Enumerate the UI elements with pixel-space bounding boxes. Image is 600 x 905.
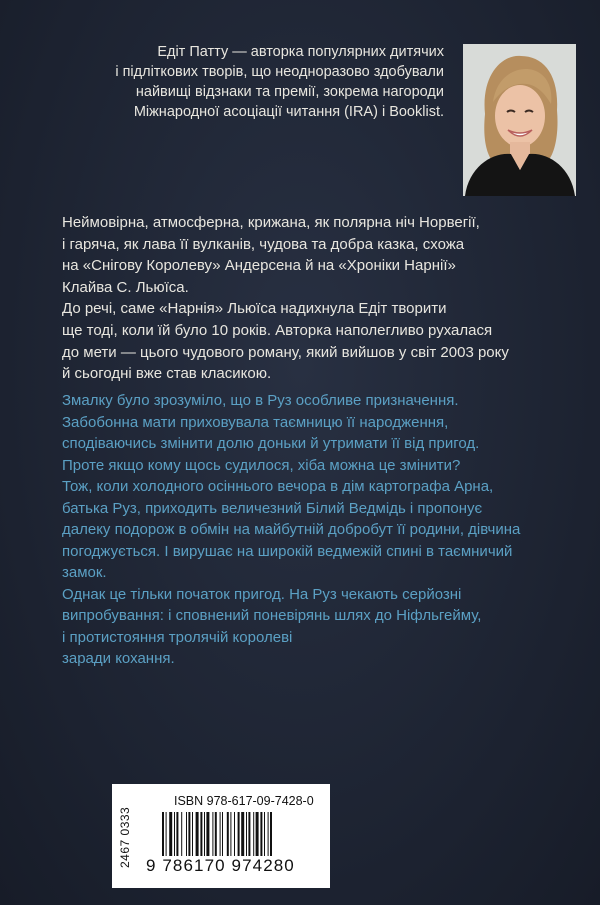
praise-line: до мети — цього чудового роману, який вийшов у світ 2003 року: [62, 343, 509, 361]
barcode-digits: 9 786170 974280: [146, 856, 295, 875]
barcode-bar: [220, 812, 221, 856]
barcode-bar: [181, 812, 182, 856]
synopsis-line: Змалку було зрозуміло, що в Руз особливе призначення.: [62, 392, 459, 409]
barcode-bar: [206, 812, 209, 856]
praise-line: на «Снігову Королеву» Андерсена й на «Хроніки Нарнії»: [62, 257, 456, 275]
author-bio-line: Міжнародної асоціації читання (IRA) і Booklist.: [133, 104, 444, 120]
praise-text: [62, 212, 582, 385]
barcode-bar: [215, 812, 217, 856]
author-bio-line: Едіт Патту — авторка популярних дитячих: [157, 44, 444, 60]
synopsis-line: Проте якщо кому щось судилося, хіба можна це змінити?: [62, 456, 461, 474]
barcode-bar: [234, 812, 235, 856]
barcode-bar: [188, 812, 190, 856]
author-bio-line: найвищі відзнаки та премії, зокрема нагороди: [135, 84, 444, 100]
synopsis-line: замок.: [62, 564, 107, 581]
praise-line: Клайва С. Льюїса.: [62, 278, 189, 296]
barcode-bar: [192, 812, 193, 856]
synopsis-line: і протистояння тролячій королеві: [62, 628, 293, 646]
barcode-bar: [270, 812, 272, 856]
synopsis-line: Забобонна мати приховувала таємницю її народження,: [62, 413, 449, 431]
barcode-icon: [160, 812, 310, 856]
barcode-bar: [256, 812, 259, 856]
barcode-bar: [268, 812, 269, 856]
author-photo: [463, 44, 576, 196]
barcode-bar: [169, 812, 172, 856]
barcode-bar: [162, 812, 164, 856]
author-portrait-icon: [463, 44, 576, 196]
barcode-bar: [238, 812, 240, 856]
synopsis-line: сподіваючись змінити долю доньки й утримати її від пригод.: [62, 435, 480, 452]
barcode-bar: [174, 812, 175, 856]
barcode-side-number: 2467 0333: [118, 806, 132, 868]
barcode-bar: [204, 812, 205, 856]
synopsis-line: випробування: і сповнений поневірянь шлях до Ніфльгейму,: [62, 607, 482, 624]
barcode-bar: [246, 812, 247, 856]
author-bio-line: і підліткових творів, що неодноразово здобували: [115, 64, 444, 80]
barcode-bar: [264, 812, 265, 856]
praise-line: і гаряча, як лава її вулканів, чудова та добра казка, схожа: [62, 235, 465, 253]
synopsis-text: [62, 390, 592, 670]
author-bio: [60, 42, 444, 122]
barcode-bar: [253, 812, 254, 856]
barcode-bar: [260, 812, 262, 856]
synopsis-line: заради кохання.: [62, 650, 175, 667]
synopsis-line: Однак це тільки початок пригод. На Руз чекають серйозні: [62, 585, 462, 603]
barcode-bar: [176, 812, 178, 856]
barcode-bar: [248, 812, 250, 856]
praise-line: До речі, саме «Нарнія» Льюїса надихнула Едіт творити: [62, 300, 447, 318]
barcode-bar: [196, 812, 199, 856]
synopsis-line: далеку подорож в обмін на майбутній добробут її родини, дівчина: [62, 521, 521, 538]
barcode-bar: [227, 812, 229, 856]
barcode-bar: [230, 812, 231, 856]
synopsis-line: батька Руз, приходить величезний Білий Ведмідь і пропонує: [62, 499, 483, 517]
praise-line: ще тоді, коли їй було 10 років. Авторка наполегливо рухалася: [62, 321, 493, 339]
synopsis-line: погоджується. І вирушає на широкій ведмежій спині в таємничий: [62, 542, 513, 560]
barcode-bar: [222, 812, 223, 856]
praise-line: Неймовірна, атмосферна, крижана, як полярна ніч Норвегії,: [62, 214, 480, 231]
barcode-bar: [200, 812, 202, 856]
isbn-label: ISBN 978-617-09-7428-0: [174, 794, 314, 808]
barcode-bar: [212, 812, 213, 856]
praise-line: й сьогодні вже став класикою.: [62, 365, 272, 383]
barcode-bar: [241, 812, 244, 856]
synopsis-line: Тож, коли холодного осіннього вечора в дім картографа Арна,: [62, 478, 494, 495]
barcode-bar: [166, 812, 167, 856]
barcode-bar: [186, 812, 187, 856]
